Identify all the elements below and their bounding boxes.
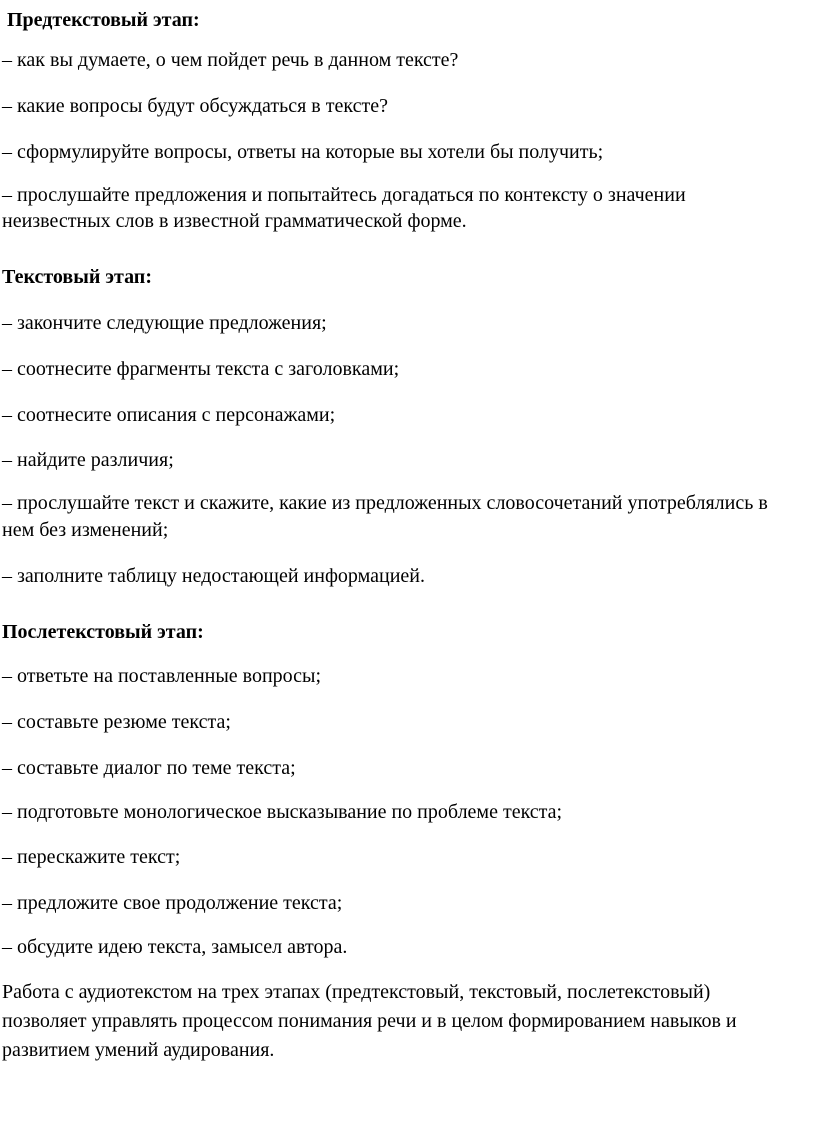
post-text-stage-heading: Послетекстовый этап:: [2, 621, 204, 643]
post-text-item-4: – подготовьте монологическое высказывание по проблеме текста;: [2, 801, 563, 823]
post-text-item-5: – перескажите текст;: [2, 846, 181, 868]
conclusion-line-3: развитием умений аудирования.: [2, 1039, 275, 1061]
post-text-item-1: – ответьте на поставленные вопросы;: [2, 665, 322, 687]
post-text-item-2: – составьте резюме текста;: [2, 711, 231, 733]
conclusion-line-1: Работа с аудиотекстом на трех этапах (предтекстовый, текстовый, послетекстовый): [2, 981, 711, 1003]
text-stage-item-2: – соотнесите фрагменты текста с заголовками;: [2, 358, 400, 380]
pre-text-item-1: – как вы думаете, о чем пойдет речь в данном тексте?: [2, 49, 459, 71]
text-stage-item-6: – заполните таблицу недостающей информацией.: [2, 565, 425, 587]
text-stage-heading: Текстовый этап:: [2, 266, 152, 288]
post-text-item-3: – составьте диалог по теме текста;: [2, 757, 296, 779]
text-stage-item-1: – закончите следующие предложения;: [2, 312, 327, 334]
text-stage-item-3: – соотнесите описания с персонажами;: [2, 404, 336, 426]
pre-text-item-4: – прослушайте предложения и попытайтесь догадаться по контексту о значении: [2, 184, 686, 206]
conclusion-line-2: позволяет управлять процессом понимания речи и в целом формированием навыков и: [2, 1010, 737, 1032]
post-text-item-6: – предложите свое продолжение текста;: [2, 892, 343, 914]
text-stage-item-4: – найдите различия;: [2, 449, 174, 471]
pre-text-item-2: – какие вопросы будут обсуждаться в тексте?: [2, 95, 388, 117]
text-stage-item-5-continued: нем без изменений;: [2, 519, 169, 541]
pre-text-item-3: – сформулируйте вопросы, ответы на которые вы хотели бы получить;: [2, 141, 604, 163]
pre-text-item-4-continued: неизвестных слов в известной грамматической форме.: [2, 210, 467, 232]
pre-text-stage-heading: Предтекстовый этап:: [7, 9, 200, 31]
post-text-item-7: – обсудите идею текста, замысел автора.: [2, 936, 348, 958]
text-stage-item-5: – прослушайте текст и скажите, какие из предложенных словосочетаний употреблялись в: [2, 492, 768, 514]
